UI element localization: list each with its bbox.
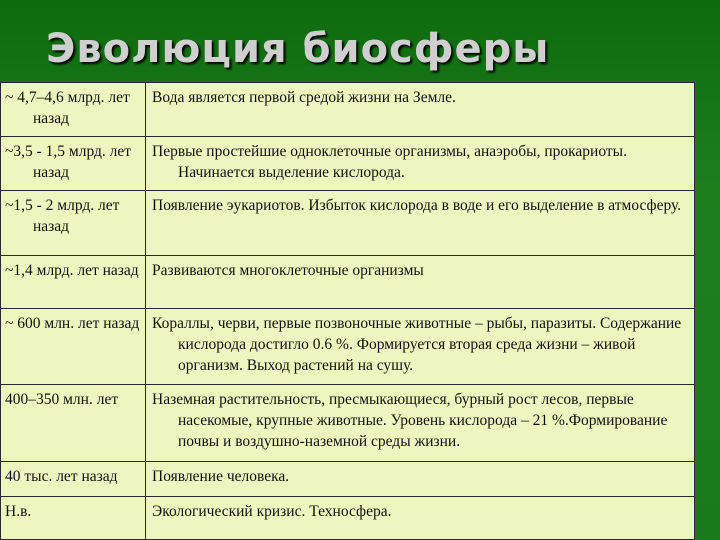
time-cell: ~ 600 млн. лет назад — [1, 309, 146, 385]
table-row — [1, 83, 695, 137]
time-cell: 40 тыс. лет назад — [1, 462, 146, 497]
time-cell: ~3,5 - 1,5 млрд. лет назад — [1, 137, 146, 191]
table-row — [1, 497, 695, 540]
event-cell: Появление человека. — [146, 462, 695, 497]
time-cell: ~ 4,7–4,6 млрд. лет назад — [1, 83, 146, 137]
biosphere-evolution-table — [0, 82, 695, 540]
time-cell: 400–350 млн. лет — [1, 385, 146, 462]
table-row — [1, 191, 695, 256]
table-row — [1, 462, 695, 497]
table-row — [1, 385, 695, 462]
event-cell: Экологический кризис. Техносфера. — [146, 497, 695, 540]
table-row — [1, 309, 695, 385]
event-cell: Развиваются многоклеточные организмы — [146, 256, 695, 309]
time-cell: Н.в. — [1, 497, 146, 540]
event-cell: Появление эукариотов. Избыток кислорода в воде и его выделение в атмосферу. — [146, 191, 695, 256]
time-cell: ~1,4 млрд. лет назад — [1, 256, 146, 309]
event-cell: Кораллы, черви, первые позвоночные животные – рыбы, паразиты. Содержание кислорода достигло 0.6 %. Формируется вторая среда жизни – живой организм. Выход растений на сушу. — [146, 309, 695, 385]
event-cell: Вода является первой средой жизни на Земле. — [146, 83, 695, 137]
table-row — [1, 137, 695, 191]
event-cell: Первые простейшие одноклеточные организмы, анаэробы, прокариоты. Начинается выделение кислорода. — [146, 137, 695, 191]
event-cell: Наземная растительность, пресмыкающиеся, бурный рост лесов, первые насекомые, крупные животные. Уровень кислорода – 21 %.Формирование почвы и воздушно-наземной среды жизни. — [146, 385, 695, 462]
slide-title: Эволюция биосферы — [46, 26, 550, 72]
title-bar — [0, 0, 720, 82]
time-cell: ~1,5 - 2 млрд. лет назад — [1, 191, 146, 256]
table-row — [1, 256, 695, 309]
